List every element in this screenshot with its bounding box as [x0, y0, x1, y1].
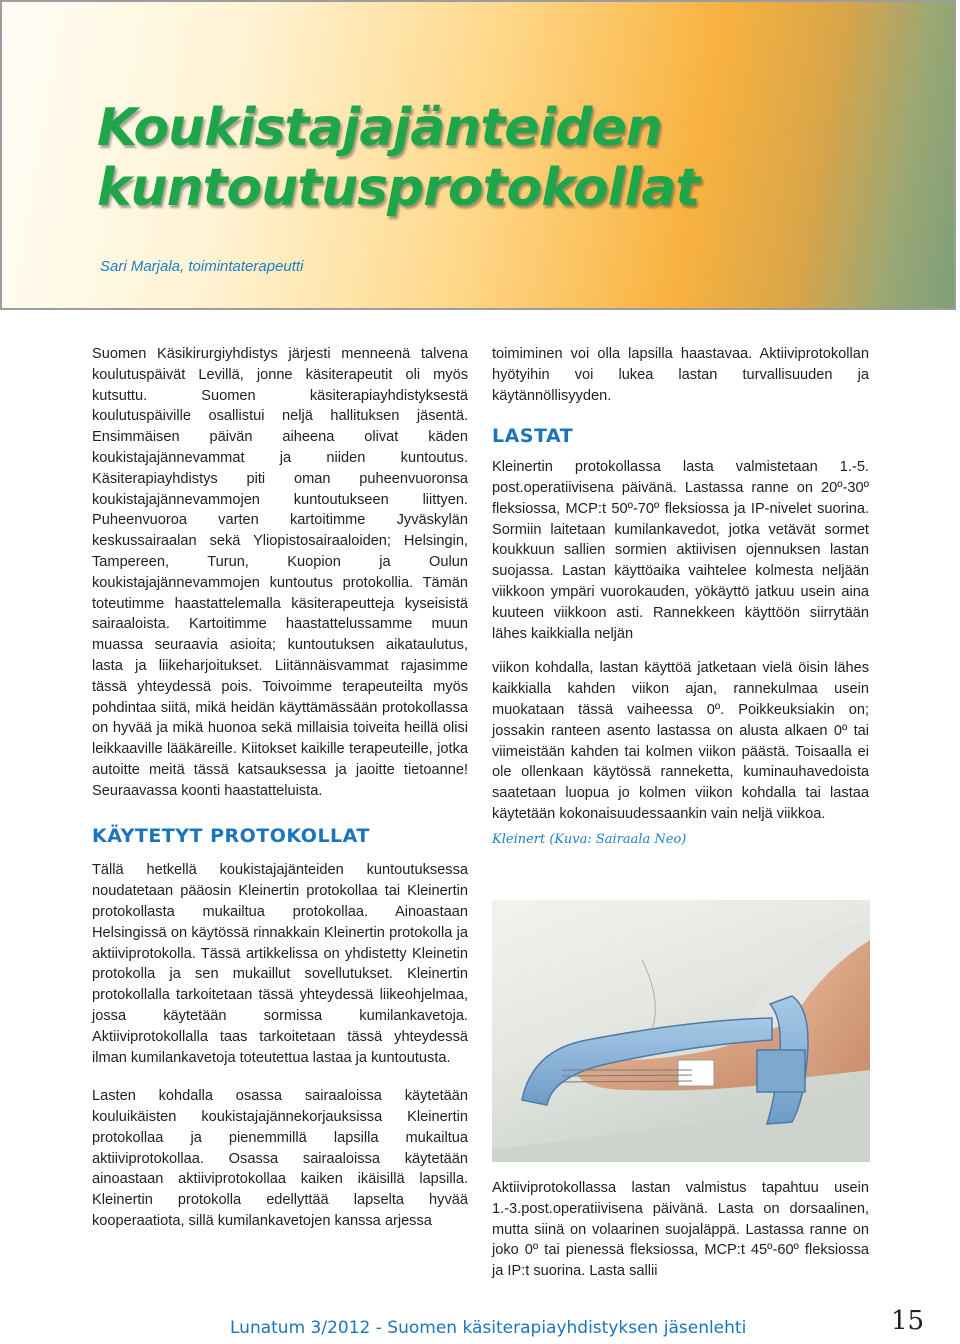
right-column [492, 344, 869, 849]
title-banner [0, 0, 956, 310]
children-paragraph: Lasten kohdalla osassa sairaaloissa käytetään kouluikäisten koukistajajännekorjauksissa Kleinertin protokollaa ja pienemmillä lapsilla mukailtua aktiiviprotokollaa. Osassa sairaaloissa käytetään ainoastaan aktiiviprotokollaa kaiken ikäisillä lapsilla. Kleinertin protokolla edellyttää lapselta hyvää kooperaatiota, sillä kumilankavetojen kanssa arjessa [92, 1088, 468, 1230]
page-number: 15 [891, 1306, 925, 1336]
left-column [92, 344, 468, 1232]
hand-splint-illustration [492, 900, 870, 1162]
splint-photo [492, 900, 870, 1162]
footer-publication: Lunatum 3/2012 - Suomen käsiterapiayhdistyksen jäsenlehti [230, 1318, 747, 1338]
protocols-paragraph: Tällä hetkellä koukistajajänteiden kuntoutuksessa noudatetaan pääosin Kleinertin protokollaa tai Kleinertin protokollasta mukailtua protokollaa. Ainoastaan Helsingissä on käytössä rinnakkain Kleinertin protokolla ja aktiiviprotokolla. Tässä artikkelissa on yhdistetty Kleinetin protokolla ja sen mukaillut sovellutukset. Kleinertin protokollalla tarkoitetaan tässä yhteydessä liikeohjelmaa, jossa käytetään sormissa kumilankavetoja. Aktiiviprotokollalla taas tarkoitetaan tässä yhteydessä ilman kumilankavetoja toteutettua lastaa ja kuntoutusta. [92, 862, 468, 1066]
active-protocol-paragraph: Aktiiviprotokollassa lastan valmistus tapahtuu usein 1.-3.post.operatiivisena päivänä. Lasta on dorsaalinen, mutta siinä on volaarinen suojaläppä. Lastassa ranne on joko 0º tai pienessä fleksiossa, MCP:t 45º-60º fleksiossa ja IP:t suorina. Lasta sallii [492, 1180, 869, 1280]
intro-paragraph: Suomen Käsikirurgiyhdistys järjesti menneenä talvena koulutuspäivät Levillä, jonne käsiterapeutit oli myös kutsuttu. Suomen käsiterapiayhdistyksestä koulutuspäiville osallistui neljä hallituksen jäsentä. Ensimmäisen päivän aiheena olivat käden koukistajajännevammat ja niiden kuntoutus. Käsiterapiayhdistys piti oman puheenvuoronsa koukistajajännevammojen kuntoutukseen liittyen. Puheenvuoroa varten kartoitimme Jyväskylän keskussairaalan sekä Yliopistosairaaloiden; Helsingin, Tampereen, Turun, Kuopion ja Oulun koukistajajännevammojen kuntoutus protokollia. Tämän toteutimme haastattelemalla käsiterapeutteja kyseisistä sairaaloista. Kartoitimme haastattelussamme muun muassa seuraavia asioita; kuntoutuksen aikataulutus, lasta ja liikeharjoitukset. Liitännäisvammat rajasimme tässä yhteydessä pois. Toivoimme terapeuteilta myös pohdintaa siitä, mikä heidän käyttämässään protokollassa on hyvää ja mikä huonoa sekä millaisia toiveita heillä olisi leikkaaville lääkäreille. Kiitokset kaikille terapeuteille, jotka autoitte meitä tässä katsauksessa ja jaoitte tietoanne! Seuraavassa koonti haastatteluista. [92, 346, 468, 799]
author-byline: Sari Marjala, toimintaterapeutti [100, 258, 304, 275]
active-protocol-text [492, 1178, 869, 1282]
title-line-1: Koukistajajänteiden [97, 98, 662, 158]
section-heading-splints: LASTAT [492, 425, 574, 448]
continued-paragraph: toimiminen voi olla lapsilla haastavaa. Aktiiviprotokollan hyötyihin voi lukea lastan turvallisuuden ja käytännöllisyyden. [492, 346, 869, 404]
photo-caption: Kleinert (Kuva: Sairaala Neo) [492, 831, 687, 847]
article-title [97, 98, 857, 218]
splints-paragraph-2: viikon kohdalla, lastan käyttöä jatketaan vielä öisin lähes kaikkialla kahden viikon ajan, rannekulmaa usein muokataan tässä vaiheessa 0º. Poikkeuksiakin on; jossakin ranteen asento lastassa on alusta alkaen 0º tai viimeistään kahden tai kolmen viikon päästä. Toisaalla ei ole ollenkaan käytössä rannekettа, kuminauhavedoista saatetaan luopua jo kolmen viikon kohdalla tai lastaa käytetään kokonaisuudessaankin vain neljä viikkoa. [492, 660, 869, 822]
title-line-2: kuntoutusprotokollat [97, 158, 700, 218]
splints-paragraph: Kleinertin protokollassa lasta valmistetaan 1.-5. post.operatiivisena päivänä. Lastassa ranne on 20º-30º fleksiossa, MCP:t 50º-70º fleksiossa ja IP-nivelet suorina. Sormiin laitetaan kumilankavedot, jotka vetävät sormet koukkuun sallien sormien aktiivisen ojennuksen lastan suojassa. Lastan käyttöaika vaihtelee kolmesta neljään viikkoon ympäri vuorokauden, yökäyttö jatkuu usein aina kuuteen viikkoon asti. Rannekkeen käyttöön siirrytään lähes kaikkialla neljän [492, 459, 869, 642]
section-heading-protocols: KÄYTETYT PROTOKOLLAT [92, 824, 370, 847]
